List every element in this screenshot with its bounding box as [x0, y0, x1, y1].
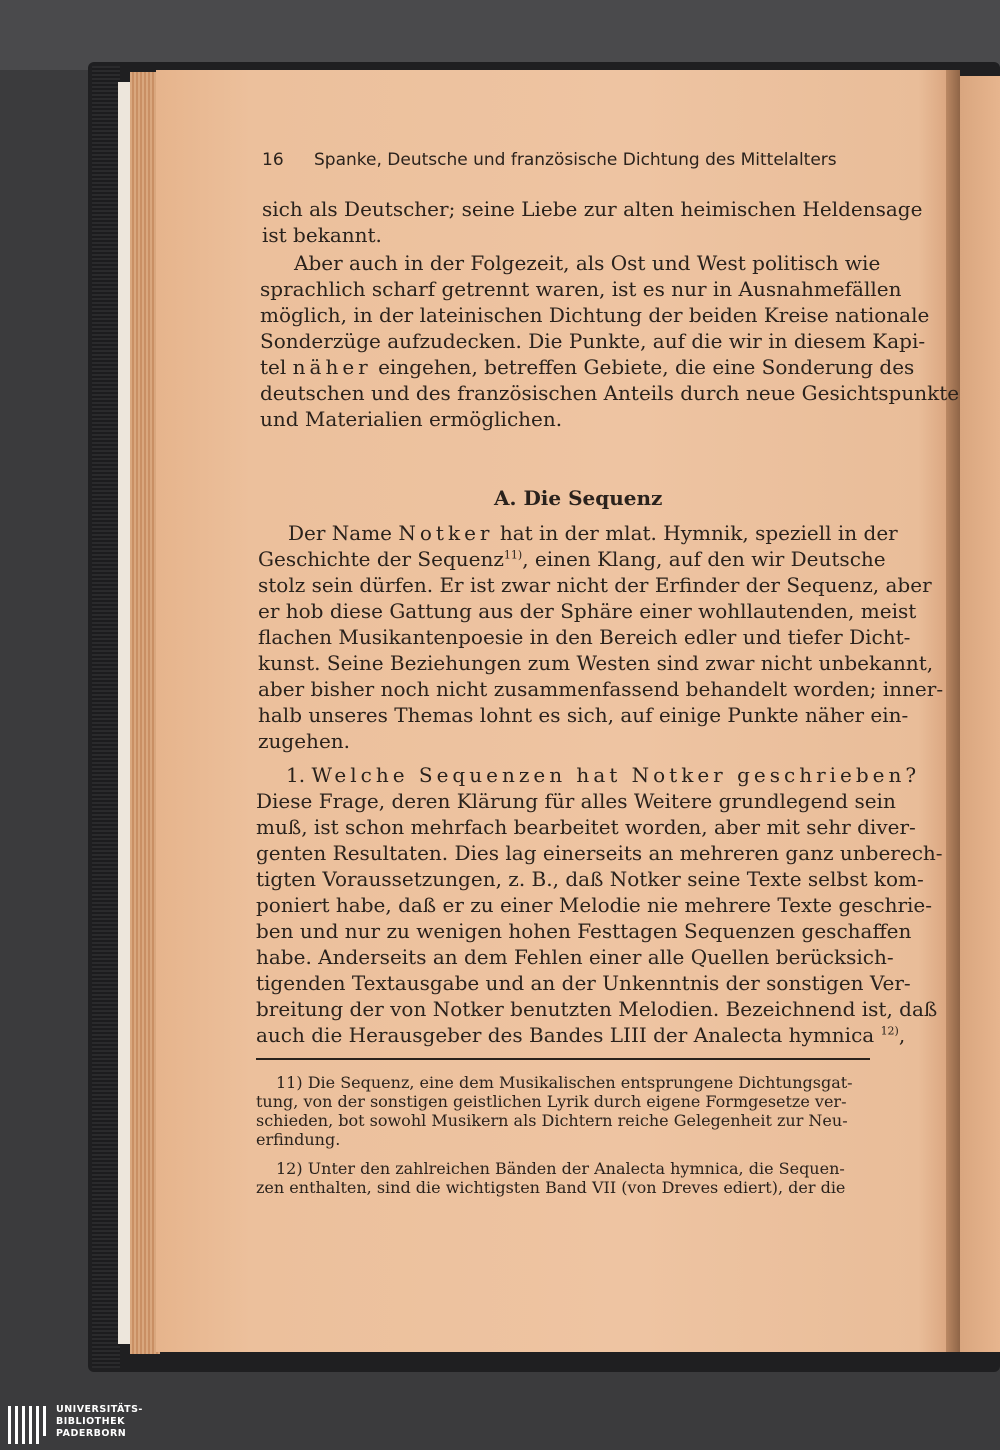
- text-segment: eingehen, betreffen Gebiete, die eine Sonderung des: [371, 355, 915, 379]
- text-line: flachen Musikantenpoesie in den Bereich edler und tiefer Dicht-: [258, 625, 911, 649]
- text-line: tigenden Textausgabe und an der Unkenntnis der sonstigen Ver-: [256, 971, 911, 995]
- text-line: Diese Frage, deren Klärung für alles Weitere grundlegend sein: [256, 789, 896, 813]
- library-footer: [0, 1398, 1000, 1450]
- text-line: ist bekannt.: [262, 223, 382, 247]
- footnote-line: 11) Die Sequenz, eine dem Musikalischen entsprungene Dichtungsgat-: [276, 1073, 853, 1092]
- text-line: zugehen.: [258, 729, 351, 753]
- text-line: er hob diese Gattung aus der Sphäre einer wohllautenden, meist: [258, 599, 917, 623]
- text-line: aber bisher noch nicht zusammenfassend behandelt worden; inner-: [258, 677, 944, 701]
- library-logo-icon: [8, 1406, 52, 1444]
- text-line: muß, ist schon mehrfach bearbeitet worden, aber mit sehr diver-: [256, 815, 916, 839]
- text-line: [286, 762, 920, 788]
- book-spine-texture: [92, 66, 120, 1368]
- footnote-line: schieden, bot sowohl Musikern als Dichtern reiche Gelegenheit zur Neu-: [256, 1111, 848, 1130]
- page-edge: [118, 82, 130, 1344]
- spaced-word: Notker: [398, 521, 494, 545]
- text-line: sprachlich scharf getrennt waren, ist es nur in Ausnahmefällen: [260, 277, 902, 301]
- text-line: genten Resultaten. Dies lag einerseits an mehreren ganz unberech-: [256, 841, 943, 865]
- spaced-question: Welche Sequenzen hat Notker geschrieben?: [311, 763, 921, 787]
- text-line: stolz sein dürfen. Er ist zwar nicht der Erfinder der Sequenz, aber: [258, 573, 932, 597]
- text-line: [288, 520, 898, 546]
- text-line: und Materialien ermöglichen.: [260, 407, 563, 431]
- page-number: 16: [262, 150, 284, 170]
- footnote-ref[interactable]: 11): [503, 548, 523, 562]
- text-line: ben und nur zu wenigen hohen Festtagen Sequenzen geschaffen: [256, 919, 912, 943]
- footnote-divider: [256, 1058, 870, 1060]
- text-line: habe. Anderseits an dem Fehlen einer alle Quellen berücksich-: [256, 945, 894, 969]
- text-segment: hat in der mlat. Hymnik, speziell in der: [493, 521, 898, 545]
- text-line: Aber auch in der Folgezeit, als Ost und West politisch wie: [294, 251, 881, 275]
- section-heading: A. Die Sequenz: [494, 486, 663, 510]
- text-line: Sonderzüge aufzudecken. Die Punkte, auf die wir in diesem Kapi-: [260, 329, 926, 353]
- text-segment: tel: [260, 355, 293, 379]
- text-line: [258, 546, 886, 572]
- text-line: deutschen und des französischen Anteils durch neue Gesichtspunkte: [260, 381, 960, 405]
- spaced-word: näher: [292, 355, 372, 379]
- footnote-ref[interactable]: 12): [880, 1024, 899, 1038]
- text-line: tigten Voraussetzungen, z. B., daß Notker seine Texte selbst kom-: [256, 867, 924, 891]
- footnote-line: 12) Unter den zahlreichen Bänden der Analecta hymnica, die Sequen-: [276, 1159, 845, 1178]
- text-line: breitung der von Notker benutzten Melodien. Bezeichnend ist, daß: [256, 997, 938, 1021]
- text-line: möglich, in der lateinischen Dichtung der beiden Kreise nationale: [260, 303, 930, 327]
- text-segment: auch die Herausgeber des Bandes LIII der Analecta hymnica: [256, 1023, 881, 1047]
- running-header: [262, 150, 837, 170]
- text-line: [260, 354, 914, 380]
- background: [0, 0, 1000, 70]
- footnote-line: tung, von der sonstigen geistlichen Lyrik durch eigene Formgesetze ver-: [256, 1092, 847, 1111]
- text-segment: Der Name: [288, 521, 399, 545]
- facing-page: [960, 76, 1000, 1352]
- text-segment: Geschichte der Sequenz: [258, 547, 504, 571]
- footnote-line: erfindung.: [256, 1130, 341, 1149]
- book-gutter: [946, 70, 960, 1352]
- library-name: UNIVERSITÄTS- BIBLIOTHEK PADERBORN: [56, 1404, 143, 1439]
- text-segment: ,: [898, 1023, 906, 1047]
- text-segment: 1.: [286, 763, 312, 787]
- text-line: kunst. Seine Beziehungen zum Westen sind zwar nicht unbekannt,: [258, 651, 934, 675]
- running-title: Spanke, Deutsche und französische Dichtung des Mittelalters: [314, 150, 837, 170]
- text-line: [256, 1022, 905, 1048]
- footnote-line: zen enthalten, sind die wichtigsten Band VII (von Dreves ediert), der die: [256, 1178, 846, 1197]
- text-line: sich als Deutscher; seine Liebe zur alten heimischen Heldensage: [262, 197, 923, 221]
- text-segment: , einen Klang, auf den wir Deutsche: [522, 547, 886, 571]
- text-line: poniert habe, daß er zu einer Melodie nie mehrere Texte geschrie-: [256, 893, 933, 917]
- text-line: halb unseres Themas lohnt es sich, auf einige Punkte näher ein-: [258, 703, 909, 727]
